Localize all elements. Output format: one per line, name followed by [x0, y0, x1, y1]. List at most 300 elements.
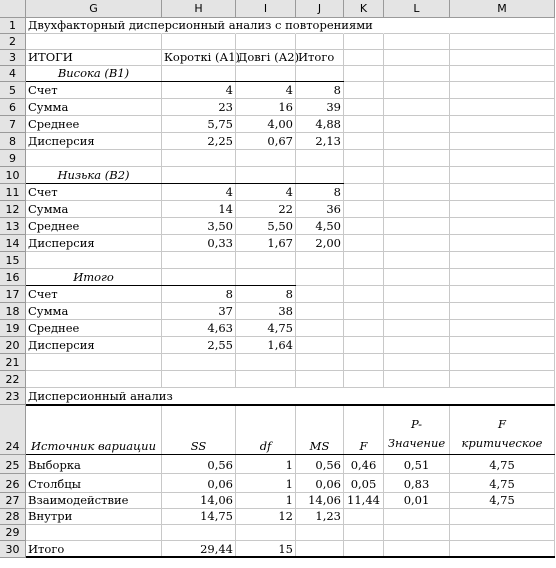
- cell-j14[interactable]: [296, 235, 344, 252]
- row-header-4[interactable]: 4: [0, 66, 26, 82]
- cell-k26[interactable]: [344, 474, 384, 493]
- cell-i25[interactable]: [236, 455, 296, 474]
- cell-k22[interactable]: [344, 371, 384, 388]
- row-header-11[interactable]: 11: [0, 184, 26, 201]
- cell-text: MS: [309, 439, 330, 454]
- cell-h24[interactable]: [162, 405, 236, 455]
- cell-j11[interactable]: [296, 184, 344, 201]
- cell-k21[interactable]: [344, 354, 384, 371]
- cell-l7[interactable]: [384, 116, 450, 133]
- cell-g22[interactable]: [26, 371, 162, 388]
- cell-text: Дисперсия: [28, 236, 95, 251]
- cell-l27[interactable]: [384, 493, 450, 509]
- cell-text: P- Значение: [387, 417, 446, 450]
- cell-m15[interactable]: [450, 252, 555, 269]
- row-header-2[interactable]: 2: [0, 34, 26, 50]
- cell-text: 1,23: [315, 509, 341, 524]
- cell-m6[interactable]: [450, 99, 555, 116]
- table-border: [26, 404, 555, 406]
- cell-k20[interactable]: [344, 337, 384, 354]
- cell-m2[interactable]: [450, 34, 555, 50]
- cell-text: 11,44: [347, 493, 380, 508]
- cell-text: 1: [285, 458, 293, 473]
- cell-m24[interactable]: [450, 405, 555, 455]
- cell-text: Итого: [73, 270, 114, 285]
- cell-h15[interactable]: [162, 252, 236, 269]
- cell-k19[interactable]: [344, 320, 384, 337]
- cell-text: Среднее: [28, 219, 80, 234]
- cell-text: 12: [278, 509, 293, 524]
- cell-m27[interactable]: [450, 493, 555, 509]
- cell-h20[interactable]: [162, 337, 236, 354]
- row-header-5[interactable]: 5: [0, 82, 26, 99]
- cell-text: 4,75: [267, 321, 293, 336]
- row-header-17[interactable]: 17: [0, 286, 26, 303]
- row-header-3[interactable]: 3: [0, 50, 26, 66]
- cell-text: 8: [333, 185, 341, 200]
- cell-j23[interactable]: [296, 388, 344, 405]
- cell-h6[interactable]: [162, 99, 236, 116]
- cell-g21[interactable]: [26, 354, 162, 371]
- cell-text: Висока (В1): [57, 66, 130, 81]
- cell-k29[interactable]: [344, 525, 384, 541]
- cell-h12[interactable]: [162, 201, 236, 218]
- cell-text: 5,75: [207, 117, 233, 132]
- cell-m1[interactable]: [450, 18, 555, 34]
- cell-l28[interactable]: [384, 509, 450, 525]
- cell-m8[interactable]: [450, 133, 555, 150]
- cell-l4[interactable]: [384, 66, 450, 82]
- cell-h17[interactable]: [162, 286, 236, 303]
- cell-k23[interactable]: [344, 388, 384, 405]
- cell-text: 3,50: [207, 219, 233, 234]
- cell-text: Двухфакторный дисперсионный анализ с повторениями: [28, 18, 373, 33]
- cell-j6[interactable]: [296, 99, 344, 116]
- cell-text: 2,25: [207, 134, 233, 149]
- cell-text: 4,75: [489, 458, 515, 473]
- column-header-j[interactable]: J: [296, 0, 344, 18]
- row-header-23[interactable]: 23: [0, 388, 26, 405]
- cell-m28[interactable]: [450, 509, 555, 525]
- cell-j29[interactable]: [296, 525, 344, 541]
- cell-j22[interactable]: [296, 371, 344, 388]
- cell-k16[interactable]: [344, 269, 384, 286]
- cell-m29[interactable]: [450, 525, 555, 541]
- cell-text: 1,67: [267, 236, 293, 251]
- cell-k1[interactable]: [344, 18, 384, 34]
- cell-g23[interactable]: [26, 388, 173, 405]
- row-header-8[interactable]: 8: [0, 133, 26, 150]
- cell-j2[interactable]: [296, 34, 344, 50]
- cell-m5[interactable]: [450, 82, 555, 99]
- cell-k25[interactable]: [344, 455, 384, 474]
- cell-h13[interactable]: [162, 218, 236, 235]
- cell-i27[interactable]: [236, 493, 296, 509]
- cell-text: 0,01: [403, 493, 430, 508]
- column-header-g[interactable]: G: [26, 0, 162, 18]
- cell-text: 29,44: [200, 542, 233, 557]
- cell-text: 0,56: [315, 458, 341, 473]
- cell-i23[interactable]: [236, 388, 296, 405]
- cell-m18[interactable]: [450, 303, 555, 320]
- cell-j7[interactable]: [296, 116, 344, 133]
- cell-i29[interactable]: [236, 525, 296, 541]
- cell-m21[interactable]: [450, 354, 555, 371]
- cell-text: Дисперсия: [28, 134, 95, 149]
- cell-j18[interactable]: [296, 303, 344, 320]
- cell-j25[interactable]: [296, 455, 344, 474]
- cell-k17[interactable]: [344, 286, 384, 303]
- cell-i7[interactable]: [236, 116, 296, 133]
- cell-j20[interactable]: [296, 337, 344, 354]
- cell-h23[interactable]: [162, 388, 236, 405]
- cell-g7[interactable]: [26, 116, 162, 133]
- cell-j10[interactable]: [296, 167, 344, 184]
- cell-m22[interactable]: [450, 371, 555, 388]
- cell-l2[interactable]: [384, 34, 450, 50]
- column-header-k[interactable]: K: [344, 0, 384, 18]
- cell-k2[interactable]: [344, 34, 384, 50]
- cell-i17[interactable]: [236, 286, 296, 303]
- cell-g29[interactable]: [26, 525, 162, 541]
- cell-i11[interactable]: [236, 184, 296, 201]
- cell-text: Внутри: [28, 509, 73, 524]
- cell-i4[interactable]: [236, 66, 296, 82]
- cell-i1[interactable]: [236, 18, 296, 34]
- column-header-l[interactable]: L: [384, 0, 450, 18]
- row-header-30[interactable]: 30: [0, 541, 26, 558]
- cell-h11[interactable]: [162, 184, 236, 201]
- cell-h4[interactable]: [162, 66, 236, 82]
- cell-l1[interactable]: [384, 18, 450, 34]
- cell-h10[interactable]: [162, 167, 236, 184]
- table-border: [26, 81, 344, 82]
- cell-h3[interactable]: [162, 50, 240, 66]
- cell-g9[interactable]: [26, 150, 162, 167]
- cell-m26[interactable]: [450, 474, 555, 493]
- cell-text: 8: [333, 83, 341, 98]
- cell-k27[interactable]: [344, 493, 384, 509]
- cell-k13[interactable]: [344, 218, 384, 235]
- cell-g28[interactable]: [26, 509, 162, 525]
- cell-text: SS: [190, 439, 207, 454]
- cell-m12[interactable]: [450, 201, 555, 218]
- cell-text: 0,46: [350, 458, 377, 473]
- cell-l25[interactable]: [384, 455, 450, 474]
- cell-m4[interactable]: [450, 66, 555, 82]
- cell-l5[interactable]: [384, 82, 450, 99]
- cell-text: 22: [278, 202, 293, 217]
- cell-j16[interactable]: [296, 269, 344, 286]
- cell-text: 0,33: [207, 236, 233, 251]
- cell-k7[interactable]: [344, 116, 384, 133]
- cell-h25[interactable]: [162, 455, 236, 474]
- cell-i2[interactable]: [236, 34, 296, 50]
- cell-h8[interactable]: [162, 133, 236, 150]
- cell-k10[interactable]: [344, 167, 384, 184]
- cell-text: 2,13: [315, 134, 341, 149]
- cell-text: 2,55: [207, 338, 233, 353]
- cell-g2[interactable]: [26, 34, 162, 50]
- cell-k8[interactable]: [344, 133, 384, 150]
- cell-h9[interactable]: [162, 150, 236, 167]
- row-header-9[interactable]: 9: [0, 150, 26, 167]
- cell-g13[interactable]: [26, 218, 162, 235]
- cell-l6[interactable]: [384, 99, 450, 116]
- cell-g12[interactable]: [26, 201, 162, 218]
- row-header-20[interactable]: 20: [0, 337, 26, 354]
- cell-h28[interactable]: [162, 509, 236, 525]
- cell-i28[interactable]: [236, 509, 296, 525]
- cell-k15[interactable]: [344, 252, 384, 269]
- cell-g15[interactable]: [26, 252, 162, 269]
- cell-k9[interactable]: [344, 150, 384, 167]
- cell-k4[interactable]: [344, 66, 384, 82]
- cell-h22[interactable]: [162, 371, 236, 388]
- cell-i15[interactable]: [236, 252, 296, 269]
- cell-m10[interactable]: [450, 167, 555, 184]
- cell-l18[interactable]: [384, 303, 450, 320]
- cell-i24[interactable]: [236, 405, 296, 455]
- cell-g5[interactable]: [26, 82, 162, 99]
- cell-l14[interactable]: [384, 235, 450, 252]
- cell-text: Выборка: [28, 458, 81, 473]
- cell-j21[interactable]: [296, 354, 344, 371]
- row-header-27[interactable]: 27: [0, 493, 26, 509]
- cell-text: 16: [278, 100, 293, 115]
- cell-g17[interactable]: [26, 286, 162, 303]
- cell-m3[interactable]: [450, 50, 555, 66]
- row-header-1[interactable]: 1: [0, 18, 26, 34]
- cell-j27[interactable]: [296, 493, 344, 509]
- cell-j1[interactable]: [296, 18, 344, 34]
- cell-g11[interactable]: [26, 184, 162, 201]
- cell-h5[interactable]: [162, 82, 236, 99]
- row-header-28[interactable]: 28: [0, 509, 26, 525]
- cell-i26[interactable]: [236, 474, 296, 493]
- cell-text: 0,06: [207, 477, 233, 492]
- cell-text: 15: [278, 542, 293, 557]
- cell-text: Среднее: [28, 117, 80, 132]
- cell-l23[interactable]: [384, 388, 450, 405]
- row-header-29[interactable]: 29: [0, 525, 26, 541]
- row-header-26[interactable]: 26: [0, 474, 26, 493]
- cell-g10[interactable]: [26, 167, 162, 184]
- cell-i19[interactable]: [236, 320, 296, 337]
- cell-text: 2,00: [315, 236, 341, 251]
- cell-text: 4,50: [315, 219, 341, 234]
- cell-m20[interactable]: [450, 337, 555, 354]
- row-header-22[interactable]: 22: [0, 371, 26, 388]
- cell-g18[interactable]: [26, 303, 162, 320]
- cell-m9[interactable]: [450, 150, 555, 167]
- cell-i8[interactable]: [236, 133, 296, 150]
- cell-g27[interactable]: [26, 493, 162, 509]
- cell-g3[interactable]: [26, 50, 162, 66]
- cell-l20[interactable]: [384, 337, 450, 354]
- cell-h1[interactable]: [162, 18, 236, 34]
- cell-j4[interactable]: [296, 66, 344, 82]
- cell-k5[interactable]: [344, 82, 384, 99]
- cell-j17[interactable]: [296, 286, 344, 303]
- row-header-24[interactable]: 24: [0, 405, 26, 455]
- cell-l8[interactable]: [384, 133, 450, 150]
- cell-h14[interactable]: [162, 235, 236, 252]
- cell-i12[interactable]: [236, 201, 296, 218]
- row-header-21[interactable]: 21: [0, 354, 26, 371]
- cell-g14[interactable]: [26, 235, 162, 252]
- cell-g4[interactable]: [26, 66, 162, 82]
- cell-l26[interactable]: [384, 474, 450, 493]
- cell-h19[interactable]: [162, 320, 236, 337]
- cell-i3[interactable]: [236, 50, 300, 66]
- cell-h21[interactable]: [162, 354, 236, 371]
- cell-k28[interactable]: [344, 509, 384, 525]
- cell-h16[interactable]: [162, 269, 236, 286]
- row-header-13[interactable]: 13: [0, 218, 26, 235]
- row-header-19[interactable]: 19: [0, 320, 26, 337]
- cell-j3[interactable]: [296, 50, 344, 66]
- cell-m7[interactable]: [450, 116, 555, 133]
- cell-k11[interactable]: [344, 184, 384, 201]
- cell-m25[interactable]: [450, 455, 555, 474]
- cell-text: 1: [285, 477, 293, 492]
- cell-k24[interactable]: [344, 405, 384, 455]
- cell-g6[interactable]: [26, 99, 162, 116]
- row-header-18[interactable]: 18: [0, 303, 26, 320]
- cell-h29[interactable]: [162, 525, 236, 541]
- cell-j28[interactable]: [296, 509, 344, 525]
- cell-m13[interactable]: [450, 218, 555, 235]
- cell-k12[interactable]: [344, 201, 384, 218]
- cell-text: 8: [225, 287, 233, 302]
- cell-l3[interactable]: [384, 50, 450, 66]
- cell-l22[interactable]: [384, 371, 450, 388]
- table-border: [26, 183, 344, 184]
- cell-i9[interactable]: [236, 150, 296, 167]
- cell-l12[interactable]: [384, 201, 450, 218]
- cell-k14[interactable]: [344, 235, 384, 252]
- cell-g24[interactable]: [26, 405, 162, 455]
- cell-j19[interactable]: [296, 320, 344, 337]
- cell-i20[interactable]: [236, 337, 296, 354]
- cell-m11[interactable]: [450, 184, 555, 201]
- cell-l24[interactable]: [384, 405, 450, 455]
- cell-text: ИТОГИ: [28, 50, 73, 65]
- cell-j9[interactable]: [296, 150, 344, 167]
- cell-text: 23: [218, 100, 233, 115]
- row-header-7[interactable]: 7: [0, 116, 26, 133]
- cell-m16[interactable]: [450, 269, 555, 286]
- cell-text: 38: [278, 304, 293, 319]
- cell-i10[interactable]: [236, 167, 296, 184]
- cell-text: Низька (В2): [57, 168, 130, 183]
- cell-h7[interactable]: [162, 116, 236, 133]
- cell-text: Итого: [298, 50, 335, 65]
- table-border: [26, 454, 555, 455]
- cell-j15[interactable]: [296, 252, 344, 269]
- cell-text: 4: [225, 83, 233, 98]
- cell-text: Столбцы: [28, 477, 81, 492]
- cell-m14[interactable]: [450, 235, 555, 252]
- cell-h2[interactable]: [162, 34, 236, 50]
- column-header-h[interactable]: H: [162, 0, 236, 18]
- cell-k6[interactable]: [344, 99, 384, 116]
- cell-text: Сумма: [28, 304, 69, 319]
- cell-j5[interactable]: [296, 82, 344, 99]
- cell-i16[interactable]: [236, 269, 296, 286]
- cell-i21[interactable]: [236, 354, 296, 371]
- cell-text: 39: [326, 100, 341, 115]
- cell-text: Счет: [28, 83, 58, 98]
- row-header-10[interactable]: 10: [0, 167, 26, 184]
- cell-g25[interactable]: [26, 455, 162, 474]
- row-header-15[interactable]: 15: [0, 252, 26, 269]
- cell-j13[interactable]: [296, 218, 344, 235]
- cell-i22[interactable]: [236, 371, 296, 388]
- cell-j8[interactable]: [296, 133, 344, 150]
- cell-l16[interactable]: [384, 269, 450, 286]
- column-header-m[interactable]: M: [450, 0, 555, 18]
- cell-j26[interactable]: [296, 474, 344, 493]
- row-header-14[interactable]: 14: [0, 235, 26, 252]
- row-header-12[interactable]: 12: [0, 201, 26, 218]
- cell-j12[interactable]: [296, 201, 344, 218]
- cell-i18[interactable]: [236, 303, 296, 320]
- cell-l29[interactable]: [384, 525, 450, 541]
- cell-h27[interactable]: [162, 493, 236, 509]
- cell-i13[interactable]: [236, 218, 296, 235]
- cell-text: 1,64: [267, 338, 293, 353]
- cell-i14[interactable]: [236, 235, 296, 252]
- cell-g8[interactable]: [26, 133, 162, 150]
- cell-text: 14,75: [200, 509, 233, 524]
- cell-m23[interactable]: [450, 388, 555, 405]
- cell-m19[interactable]: [450, 320, 555, 337]
- cell-k3[interactable]: [344, 50, 384, 66]
- cell-g20[interactable]: [26, 337, 162, 354]
- cell-h26[interactable]: [162, 474, 236, 493]
- cell-i6[interactable]: [236, 99, 296, 116]
- cell-l11[interactable]: [384, 184, 450, 201]
- cell-l19[interactable]: [384, 320, 450, 337]
- cell-g1[interactable]: [26, 18, 373, 34]
- cell-j24[interactable]: [296, 405, 344, 455]
- cell-l9[interactable]: [384, 150, 450, 167]
- row-header-16[interactable]: 16: [0, 269, 26, 286]
- cell-h18[interactable]: [162, 303, 236, 320]
- cell-m17[interactable]: [450, 286, 555, 303]
- column-header-i[interactable]: I: [236, 0, 296, 18]
- row-header-6[interactable]: 6: [0, 99, 26, 116]
- cell-g26[interactable]: [26, 474, 162, 493]
- cell-g16[interactable]: [26, 269, 162, 286]
- cell-i5[interactable]: [236, 82, 296, 99]
- cell-l21[interactable]: [384, 354, 450, 371]
- cell-g19[interactable]: [26, 320, 162, 337]
- row-header-25[interactable]: 25: [0, 455, 26, 474]
- cell-k18[interactable]: [344, 303, 384, 320]
- select-all-corner[interactable]: [0, 0, 26, 18]
- cell-text: Источник вариации: [31, 439, 156, 454]
- cell-text: 0,83: [403, 477, 430, 492]
- cell-text: 14,06: [308, 493, 341, 508]
- cell-text: 0,56: [207, 458, 233, 473]
- cell-l10[interactable]: [384, 167, 450, 184]
- cell-l17[interactable]: [384, 286, 450, 303]
- cell-l13[interactable]: [384, 218, 450, 235]
- cell-l15[interactable]: [384, 252, 450, 269]
